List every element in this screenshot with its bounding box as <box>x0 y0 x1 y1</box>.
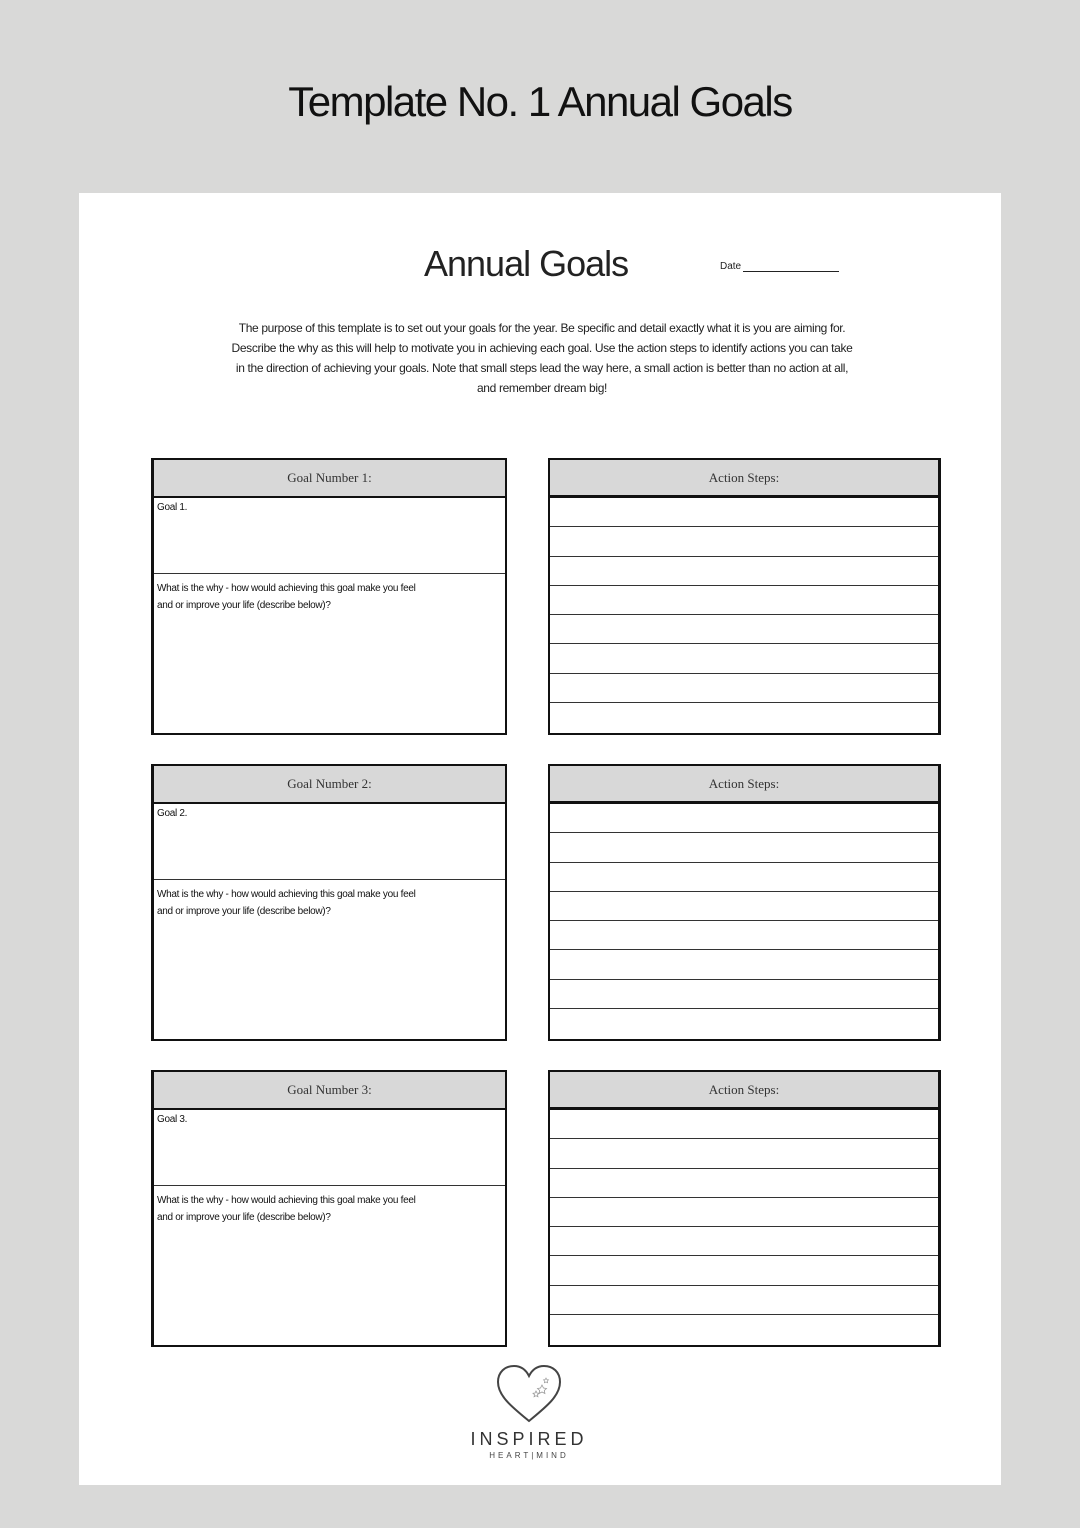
why-field-2[interactable] <box>154 880 505 926</box>
logo-wordmark: INSPIRED <box>470 1429 588 1449</box>
goal-field-2[interactable] <box>154 804 505 880</box>
goal-header-1: Goal Number 1: <box>154 460 505 498</box>
goal-header-3: Goal Number 3: <box>154 1072 505 1110</box>
action-step-line[interactable] <box>550 892 938 921</box>
goal-box-1 <box>151 458 507 735</box>
action-box-2 <box>548 764 941 1041</box>
goal-box-2 <box>151 764 507 1041</box>
date-label: Date <box>720 261 742 272</box>
why-field-1[interactable] <box>154 574 505 620</box>
action-step-line[interactable] <box>550 1169 938 1198</box>
brand-logo <box>459 1363 599 1460</box>
action-header-1: Action Steps: <box>550 460 938 498</box>
date-field[interactable] <box>720 261 839 272</box>
action-step-line[interactable] <box>550 980 938 1009</box>
why-prompt-3: What is the why - how would achieving this goal make you feel and or improve your life (describe below)? <box>157 1195 416 1223</box>
action-step-line[interactable] <box>550 863 938 892</box>
action-step-line[interactable] <box>550 615 938 644</box>
goal-label-1: Goal 1. <box>157 502 188 513</box>
action-box-3 <box>548 1070 941 1347</box>
action-step-line[interactable] <box>550 498 938 527</box>
action-step-line[interactable] <box>550 586 938 615</box>
logo-subtitle: HEART|MIND <box>489 1451 569 1460</box>
action-step-line[interactable] <box>550 1315 938 1344</box>
why-prompt-1: What is the why - how would achieving this goal make you feel and or improve your life (describe below)? <box>157 583 416 611</box>
goal-box-3 <box>151 1070 507 1347</box>
goal-field-1[interactable] <box>154 498 505 574</box>
why-field-3[interactable] <box>154 1186 505 1232</box>
action-step-line[interactable] <box>550 833 938 862</box>
banner-title: Template No. 1 Annual Goals <box>288 78 792 125</box>
action-step-line[interactable] <box>550 1009 938 1038</box>
action-step-line[interactable] <box>550 921 938 950</box>
action-step-line[interactable] <box>550 674 938 703</box>
document-title: Annual Goals <box>424 243 629 284</box>
action-step-line[interactable] <box>550 1139 938 1168</box>
intro-text: The purpose of this template is to set out your goals for the year. Be specific and detail exactly what it is you are aiming for. Describe the why as this will help to motivate you in achieving each goal. Use the action steps to identify actions you can take in the direction of achieving your goals. Note that small steps lead the way here, a small action is better than no action at all, and remember dream big! <box>231 321 853 395</box>
why-prompt-2: What is the why - how would achieving this goal make you feel and or improve your life (describe below)? <box>157 889 416 917</box>
action-step-line[interactable] <box>550 804 938 833</box>
action-step-line[interactable] <box>550 557 938 586</box>
action-step-line[interactable] <box>550 1256 938 1285</box>
action-lines-2 <box>550 804 938 1038</box>
date-line <box>743 262 839 272</box>
goal-label-2: Goal 2. <box>157 808 188 819</box>
goal-label-3: Goal 3. <box>157 1114 188 1125</box>
action-step-line[interactable] <box>550 527 938 556</box>
goal-header-2: Goal Number 2: <box>154 766 505 804</box>
action-step-line[interactable] <box>550 1110 938 1139</box>
action-step-line[interactable] <box>550 1227 938 1256</box>
action-step-line[interactable] <box>550 644 938 673</box>
goal-field-3[interactable] <box>154 1110 505 1186</box>
action-step-line[interactable] <box>550 1198 938 1227</box>
action-header-2: Action Steps: <box>550 766 938 804</box>
action-step-line[interactable] <box>550 703 938 732</box>
action-lines-1 <box>550 498 938 732</box>
action-lines-3 <box>550 1110 938 1344</box>
action-step-line[interactable] <box>550 950 938 979</box>
template-sheet <box>79 193 1001 1485</box>
action-header-3: Action Steps: <box>550 1072 938 1110</box>
action-box-1 <box>548 458 941 735</box>
action-step-line[interactable] <box>550 1286 938 1315</box>
heart-icon <box>494 1363 564 1425</box>
